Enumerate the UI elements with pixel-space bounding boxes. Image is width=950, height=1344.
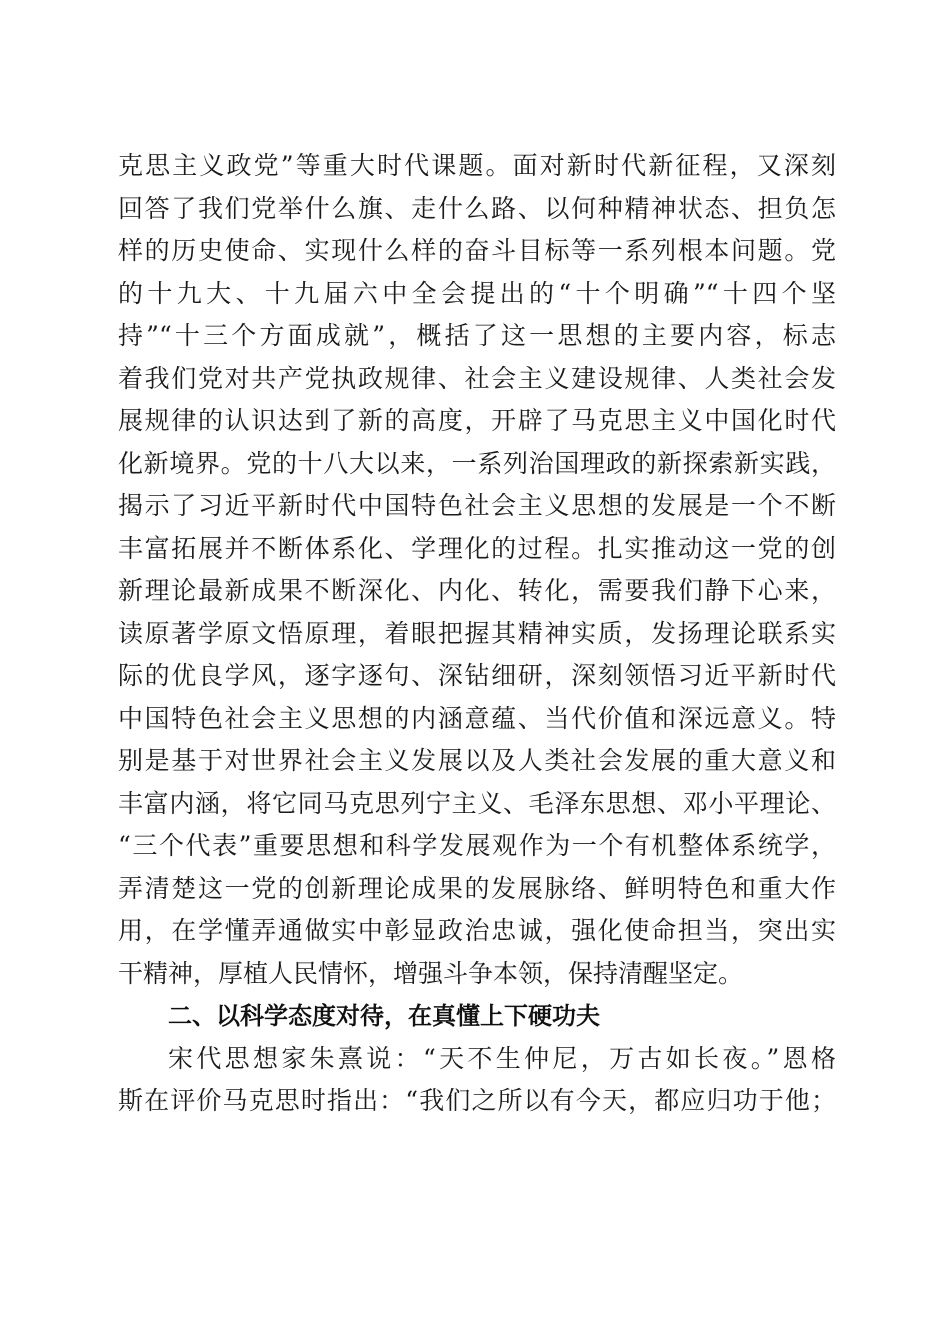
text-line: 持”“十三个方面成就”，概括了这一思想的主要内容，标志: [118, 321, 836, 350]
text-line: 化新境界。党的十八大以来，一系列治国理政的新探索新实践，: [118, 448, 836, 478]
text-line: 斯在评价马克思时指出：“我们之所以有今天，都应归功于他；: [118, 1086, 836, 1115]
text-line: 际的优良学风，逐字逐句、深钻细研，深刻领悟习近平新时代: [118, 661, 836, 690]
text-line: 回答了我们党举什么旗、走什么路、以何种精神状态、担负怎: [118, 193, 836, 223]
text-line: 中国特色社会主义思想的内涵意蕴、当代价值和深远意义。特: [118, 703, 836, 733]
paragraph-1: [118, 145, 836, 995]
document-body: [118, 145, 836, 1123]
text-line: 用，在学懂弄通做实中彰显政治忠诚，强化使命担当，突出实: [118, 916, 836, 945]
text-line: 丰富拓展并不断体系化、学理化的过程。扎实推动这一党的创: [118, 533, 836, 563]
text-line: 克思主义政党”等重大时代课题。面对新时代新征程，又深刻: [118, 151, 836, 180]
text-line: 别是基于对世界社会主义发展以及人类社会发展的重大意义和: [118, 746, 836, 775]
text-line: 新理论最新成果不断深化、内化、转化，需要我们静下心来，: [118, 576, 836, 605]
text-line: “三个代表”重要思想和科学发展观作为一个有机整体系统学，: [118, 831, 836, 860]
text-line: 揭示了习近平新时代中国特色社会主义思想的发展是一个不断: [118, 491, 836, 520]
text-line: 丰富内涵，将它同马克思列宁主义、毛泽东思想、邓小平理论、: [118, 788, 836, 818]
text-line: 宋代思想家朱熹说：“天不生仲尼，万古如长夜。”恩格: [168, 1043, 836, 1073]
text-line: 的十九大、十九届六中全会提出的“十个明确”“十四个坚: [118, 278, 836, 308]
text-line: 读原著学原文悟原理，着眼把握其精神实质，发扬理论联系实: [118, 618, 836, 648]
text-line: 干精神，厚植人民情怀，增强斗争本领，保持清醒坚定。: [118, 958, 744, 988]
section-heading: 二、以科学态度对待，在真懂上下硬功夫: [168, 1002, 600, 1030]
text-line: 弄清楚这一党的创新理论成果的发展脉络、鲜明特色和重大作: [118, 873, 836, 903]
text-line: 样的历史使命、实现什么样的奋斗目标等一系列根本问题。党: [118, 236, 836, 265]
paragraph-2: [118, 1038, 836, 1123]
text-line: 着我们党对共产党执政规律、社会主义建设规律、人类社会发: [118, 363, 836, 393]
text-line: 展规律的认识达到了新的高度，开辟了马克思主义中国化时代: [118, 406, 836, 435]
